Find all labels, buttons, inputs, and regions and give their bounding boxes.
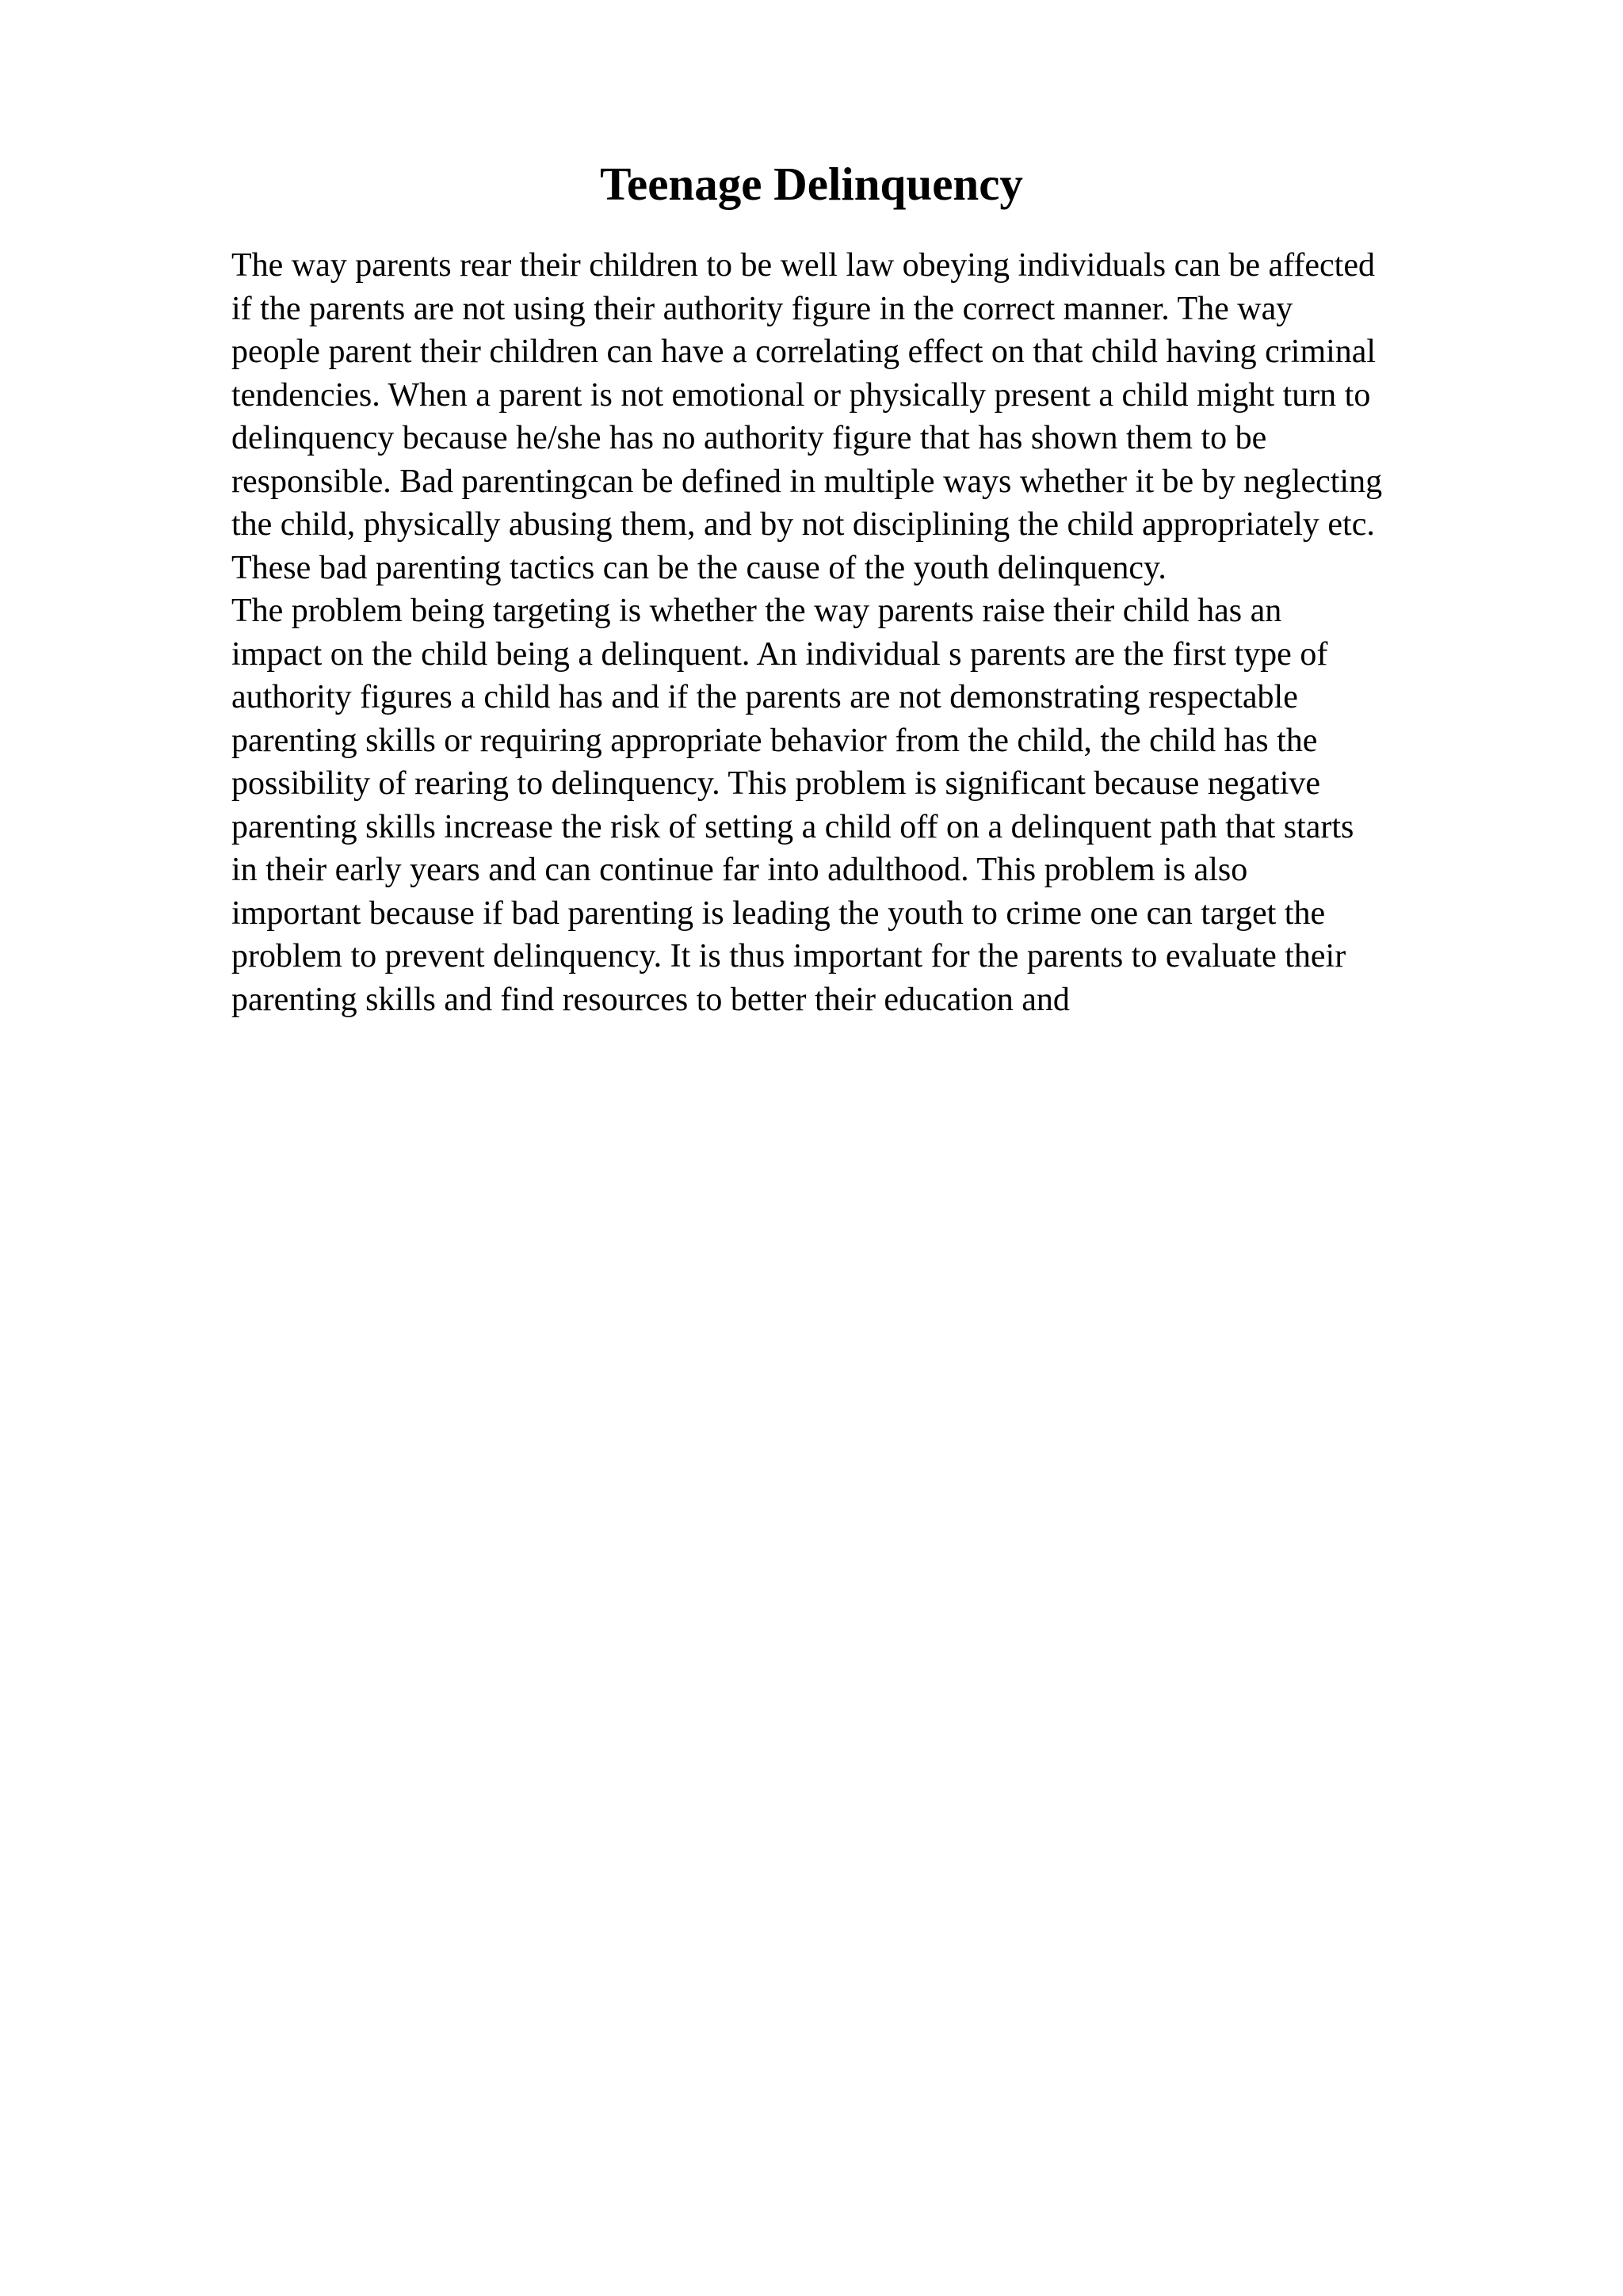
body-line: The problem being targeting is whether the way parents raise their child has an xyxy=(231,593,1282,629)
document-body xyxy=(231,244,1515,1021)
body-line: possibility of rearing to delinquency. This problem is significant because negative xyxy=(231,765,1321,802)
body-line: tendencies. When a parent is not emotional or physically present a child might turn to xyxy=(231,376,1371,414)
body-line: authority figures a child has and if the parents are not demonstrating respectable xyxy=(231,679,1298,715)
document-title: Teenage Delinquency xyxy=(600,158,1023,210)
body-line: parenting skills increase the risk of setting a child off on a delinquent path that starts xyxy=(231,808,1354,845)
body-line: problem to prevent delinquency. It is thus important for the parents to evaluate their xyxy=(231,938,1346,974)
body-line: These bad parenting tactics can be the cause of the youth delinquency. xyxy=(231,549,1167,586)
body-line: responsible. Bad parentingcan be defined in multiple ways whether it be by neglecting xyxy=(231,463,1383,500)
body-line: the child, physically abusing them, and by not disciplining the child appropriately etc. xyxy=(231,506,1375,543)
body-line: impact on the child being a delinquent. An individual s parents are the first type of xyxy=(231,635,1328,673)
body-line: parenting skills or requiring appropriate behavior from the child, the child has the xyxy=(231,722,1318,759)
body-line: if the parents are not using their authority figure in the correct manner. The way xyxy=(231,290,1293,327)
body-line: delinquency because he/she has no authority figure that has shown them to be xyxy=(231,420,1267,456)
body-line: parenting skills and find resources to better their education and xyxy=(231,981,1070,1018)
body-line: people parent their children can have a correlating effect on that child having criminal xyxy=(231,334,1377,370)
body-line: in their early years and can continue far into adulthood. This problem is also xyxy=(231,852,1248,888)
body-line: important because if bad parenting is leading the youth to crime one can target the xyxy=(231,894,1326,932)
body-line: The way parents rear their children to be well law obeying individuals can be affected xyxy=(231,247,1375,284)
